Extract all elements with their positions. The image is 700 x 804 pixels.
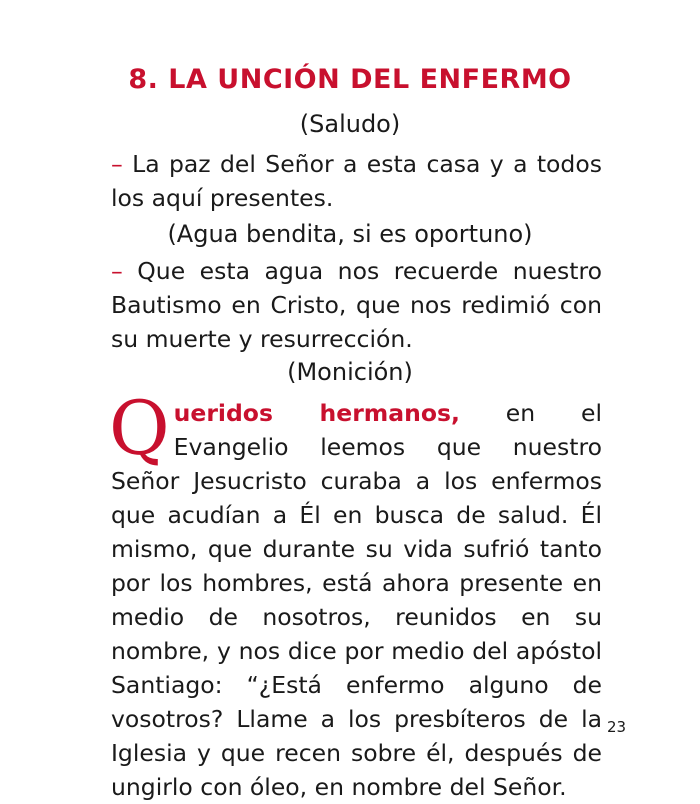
rubric-agua-bendita: (Agua bendita, si es oportuno) — [167, 220, 533, 248]
water-prayer-paragraph — [111, 254, 602, 356]
monition-paragraph — [109, 386, 603, 804]
rubric-saludo: (Saludo) — [299, 110, 401, 138]
page-number: 23 — [607, 718, 627, 736]
dash-marker: – — [111, 257, 123, 285]
dash-marker: – — [111, 150, 123, 178]
monition-body: en el Evangelio leemos que nuestro Señor Jesucristo curaba a los enfermos que acudían a Él en busca de salud. Él mismo, que durante su vida sufrió tanto por los hombres, está ahora presente en medio de nosotros, reunidos en su nombre, y nos dice por medio del apóstol Santiago: “¿Está enfermo alguno de vosotros? Llame a los presbíteros de la Iglesia y que recen sobre él, después de ungirlo con óleo, en nombre del Señor. — [111, 399, 603, 801]
drop-cap: Q — [109, 386, 170, 472]
monition-lead: ueridos hermanos, — [173, 399, 460, 427]
greeting-text: La paz del Señor a esta casa y a todos los aquí presentes. — [111, 150, 602, 212]
greeting-paragraph — [111, 147, 602, 215]
rubric-monicion: (Monición) — [287, 358, 413, 386]
water-prayer-text: Que esta agua nos recuerde nuestro Bautismo en Cristo, que nos redimió con su muerte y resurrección. — [111, 257, 602, 353]
section-title: 8. LA UNCIÓN DEL ENFERMO — [128, 64, 572, 95]
